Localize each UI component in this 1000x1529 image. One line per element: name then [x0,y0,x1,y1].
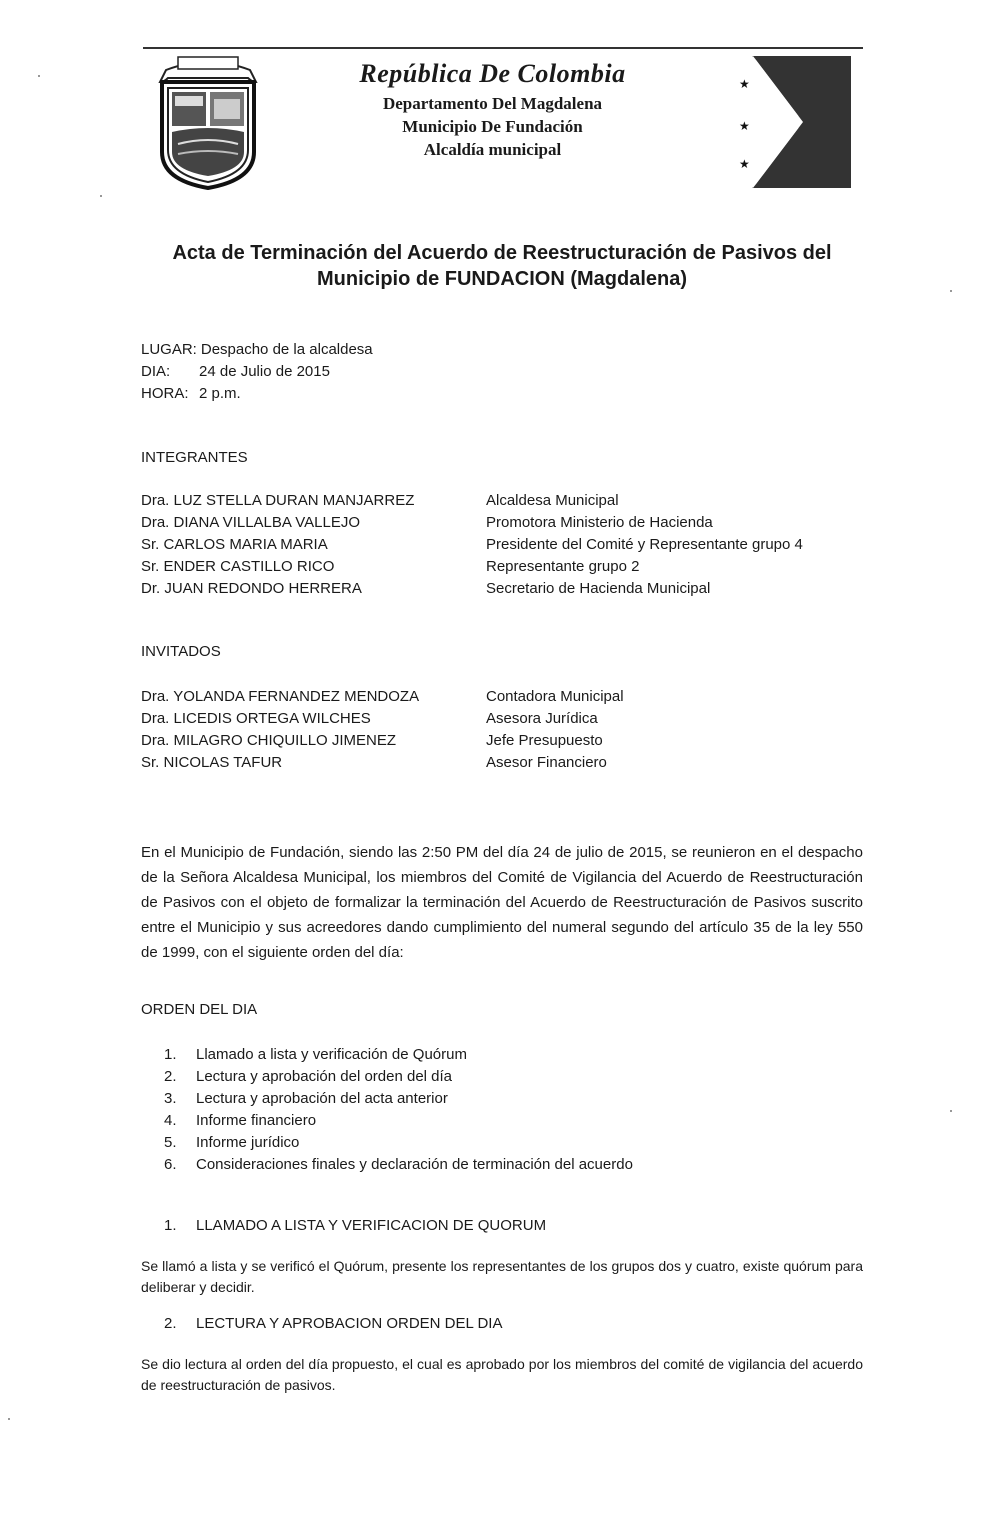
guest-role: Jefe Presupuesto [486,732,603,749]
member-name: Dra. DIANA VILLALBA VALLEJO [141,514,360,531]
list-item [141,578,803,600]
guest-name: Dra. YOLANDA FERNANDEZ MENDOZA [141,688,420,705]
guest-role: Contadora Municipal [486,688,624,705]
section-number: 1. [164,1217,177,1234]
office-line: Alcaldía municipal [423,140,562,159]
list-item [164,1088,633,1110]
document-title: Acta de Terminación del Acuerdo de Reestructuración de Pasivos del Municipio de FUNDACION (Magdalena) [172,242,832,290]
member-role: Presidente del Comité y Representante grupo 4 [486,536,803,553]
agenda-text: Lectura y aprobación del orden del día [196,1068,453,1085]
member-name: Dr. JUAN REDONDO HERRERA [141,580,362,597]
list-item [141,556,803,578]
section-body: Se dio lectura al orden del día propuesto, el cual es aprobado por los miembros del comité de vigilancia del acuerdo de reestructuración de pasivos. [141,1356,863,1393]
svg-text:★: ★ [739,77,750,91]
meeting-details [141,339,373,405]
intro-paragraph: En el Municipio de Fundación, siendo las 2:50 PM del día 24 de julio de 2015, se reunieron en el despacho de la Señora Alcaldesa Municipal, los miembros del Comité de Vigilancia del Acuerdo de Reestructuración de Pasivos con el objeto de formalizar la terminación del Acuerdo de Reestructuración de Pasivos suscrito entre el Municipio y sus acreedores dando cumplimiento del numeral segundo del artículo 35 de la ley 550 de 1999, con el siguiente orden del día: [141,844,863,961]
scan-speck [950,290,952,292]
agenda-number: 2. [164,1068,177,1085]
member-role: Secretario de Hacienda Municipal [486,580,711,597]
meeting-place-value: Despacho de la alcaldesa [200,341,373,358]
agenda-label: ORDEN DEL DIA [141,1001,258,1018]
guest-name: Dra. MILAGRO CHIQUILLO JIMENEZ [141,732,397,749]
list-item [164,1132,633,1154]
section-heading [164,1217,546,1234]
member-role: Representante grupo 2 [486,558,640,575]
department-line: Departamento Del Magdalena [382,94,603,113]
republic-heading: República De Colombia [359,59,626,88]
agenda-text: Informe financiero [196,1112,317,1129]
meeting-place-label: LUGAR: [141,341,197,358]
member-name: Dra. LUZ STELLA DURAN MANJARREZ [141,492,415,509]
letterhead-text [320,56,665,161]
municipality-line: Municipio De Fundación [402,117,583,136]
members-list [141,490,803,600]
agenda-number: 3. [164,1090,177,1107]
list-item [164,1110,633,1132]
member-role: Alcaldesa Municipal [486,492,619,509]
agenda-list [164,1044,633,1176]
meeting-date-label: DIA: [141,363,171,380]
guest-role: Asesor Financiero [486,754,607,771]
meeting-place-row [141,339,373,361]
list-item [164,1044,633,1066]
agenda-number: 1. [164,1046,177,1063]
members-label: INTEGRANTES [141,449,248,466]
meeting-time-label: HORA: [141,385,189,402]
member-name: Sr. ENDER CASTILLO RICO [141,558,335,575]
agenda-text: Llamado a lista y verificación de Quórum [196,1046,467,1063]
member-role: Promotora Ministerio de Hacienda [486,514,713,531]
header-rule [143,47,863,49]
svg-text:★: ★ [739,119,750,133]
guest-name: Sr. NICOLAS TAFUR [141,754,283,771]
list-item [141,512,803,534]
guests-list [141,686,624,774]
member-name: Sr. CARLOS MARIA MARIA [141,536,328,553]
list-item [141,490,803,512]
agenda-number: 4. [164,1112,177,1129]
municipal-flag-logo [733,56,851,188]
scan-speck [8,1418,10,1420]
municipal-crest-logo [148,52,268,202]
meeting-date-value: 24 de Julio de 2015 [199,363,330,380]
section-number: 2. [164,1315,177,1332]
scan-speck [38,75,40,77]
list-item [164,1154,633,1176]
agenda-number: 6. [164,1156,177,1173]
svg-text:★: ★ [739,157,750,171]
section-body: Se llamó a lista y se verificó el Quórum, presente los representantes de los grupos dos y cuatro, existe quórum para deliberar y decidir. [141,1258,863,1295]
list-item [141,534,803,556]
agenda-number: 5. [164,1134,177,1151]
meeting-time-row [141,383,373,405]
agenda-text: Consideraciones finales y declaración de terminación del acuerdo [196,1156,633,1173]
meeting-date-row [141,361,373,383]
scan-speck [950,1110,952,1112]
list-item [141,730,624,752]
guest-name: Dra. LICEDIS ORTEGA WILCHES [141,710,371,727]
scan-speck [100,195,102,197]
meeting-time-value: 2 p.m. [199,385,241,402]
agenda-text: Informe jurídico [196,1134,300,1151]
guests-label: INVITADOS [141,643,221,660]
list-item [164,1066,633,1088]
list-item [141,708,624,730]
section-heading [164,1315,502,1332]
agenda-text: Lectura y aprobación del acta anterior [196,1090,448,1107]
guest-role: Asesora Jurídica [486,710,598,727]
list-item [141,752,624,774]
list-item [141,686,624,708]
section-title: LLAMADO A LISTA Y VERIFICACION DE QUORUM [196,1217,547,1234]
section-title: LECTURA Y APROBACION ORDEN DEL DIA [196,1315,503,1332]
